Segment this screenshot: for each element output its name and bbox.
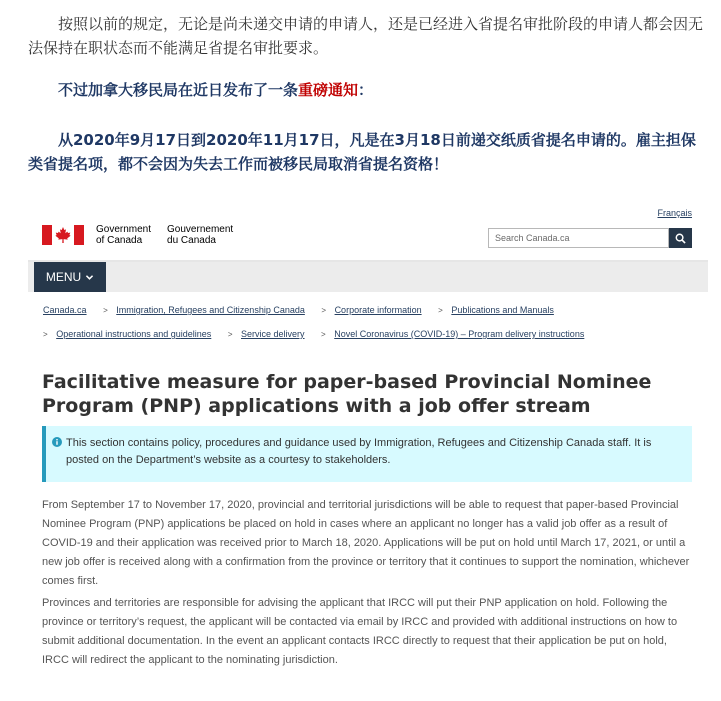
alert-text: This section contains policy, procedures and guidance used by Immigration, Refugees and Citizenship Canada staff. It is posted on the Department’s website as a courtesy to stakeholders.	[66, 437, 652, 466]
signature-en-line2: of Canada	[96, 235, 143, 246]
breadcrumb-separator-icon: >	[43, 330, 48, 339]
body-paragraph-1: From September 17 to November 17, 2020, provincial and territorial jurisdictions will be able to request that paper-based Provincial Nominee Program (PNP) applications be placed on hold in cases where an applicant no longer has a valid job offer as a result of COVID-19 and their application was received prior to March 18, 2020. Applications will be put on hold until March 17, 2021, or until a new job offer is received along with a confirmation from the province or territory that it continues to support the nomination, whichever comes first.	[42, 499, 690, 587]
menu-label: MENU	[45, 270, 82, 284]
para2-prefix: 不过加拿大移民局在近日发布了一条	[58, 81, 299, 99]
search-bar	[488, 228, 692, 248]
page-title: Facilitative measure for paper-based Provincial Nominee Program (PNP) applications with a job offer stream	[42, 371, 652, 417]
breadcrumb-link[interactable]: Corporate information	[334, 305, 422, 315]
breadcrumb-separator-icon: >	[227, 330, 233, 339]
body-paragraph-2: Provinces and territories are responsible for advising the applicant that IRCC will put their PNP application on hold. Following the province or territory’s request, the applicant will be contacted via email by IRCC and provided with additional instructions on how to submit additional documentation. In the event an applicant contacts IRCC directly to request that their application be put on hold, IRCC will redirect the applicant to the nominating jurisdiction.	[42, 597, 678, 666]
breadcrumb-link[interactable]: Service delivery	[241, 329, 305, 339]
signature-french	[167, 224, 233, 246]
search-button[interactable]	[669, 228, 692, 248]
breadcrumb-separator-icon: >	[438, 306, 443, 315]
signature-english	[96, 224, 151, 246]
info-alert	[42, 426, 692, 482]
government-signature[interactable]	[42, 224, 233, 246]
breadcrumb-row-1	[43, 305, 554, 315]
breadcrumb-separator-icon: >	[321, 306, 327, 315]
search-icon	[675, 233, 686, 244]
signature-en-line1: Government	[96, 224, 152, 235]
menu-bar	[28, 262, 708, 292]
para2-highlight: 重磅通知	[298, 81, 359, 99]
signature-fr-line2: du Canada	[167, 235, 216, 246]
chevron-down-icon	[85, 274, 94, 281]
article-paragraph-1: 按照以前的规定，无论是尚未递交申请的申请人，还是已经进入省提名审批阶段的申请人都会因无法保持在职状态而不能满足省提名审批要求。	[28, 15, 704, 57]
para2-suffix: ：	[358, 81, 374, 99]
search-input[interactable]	[488, 228, 669, 248]
breadcrumb-link[interactable]: Publications and Manuals	[451, 305, 554, 315]
breadcrumb-separator-icon: >	[321, 330, 326, 339]
breadcrumb-link[interactable]: Canada.ca	[43, 305, 87, 315]
signature-fr-line1: Gouvernement	[167, 224, 234, 235]
info-icon	[52, 437, 62, 447]
canada-flag-icon	[42, 225, 84, 245]
article-paragraph-3: 从2020年9月17日到2020年11月17日，凡是在3月18日前递交纸质省提名申请的。雇主担保类省提名项，都不会因为失去工作而被移民局取消省提名资格！	[28, 131, 696, 173]
embedded-webpage-screenshot	[28, 200, 708, 701]
breadcrumb-link[interactable]: Novel Coronavirus (COVID-19) – Program delivery instructions	[334, 329, 585, 339]
breadcrumb-link[interactable]: Immigration, Refugees and Citizenship Canada	[116, 305, 305, 315]
language-toggle-link[interactable]: Français	[657, 208, 692, 218]
article-paragraph-2	[28, 78, 708, 102]
menu-button[interactable]	[34, 262, 106, 292]
breadcrumb-row-2	[43, 329, 584, 339]
breadcrumb-separator-icon: >	[103, 306, 108, 315]
breadcrumb-link[interactable]: Operational instructions and guidelines	[56, 329, 212, 339]
